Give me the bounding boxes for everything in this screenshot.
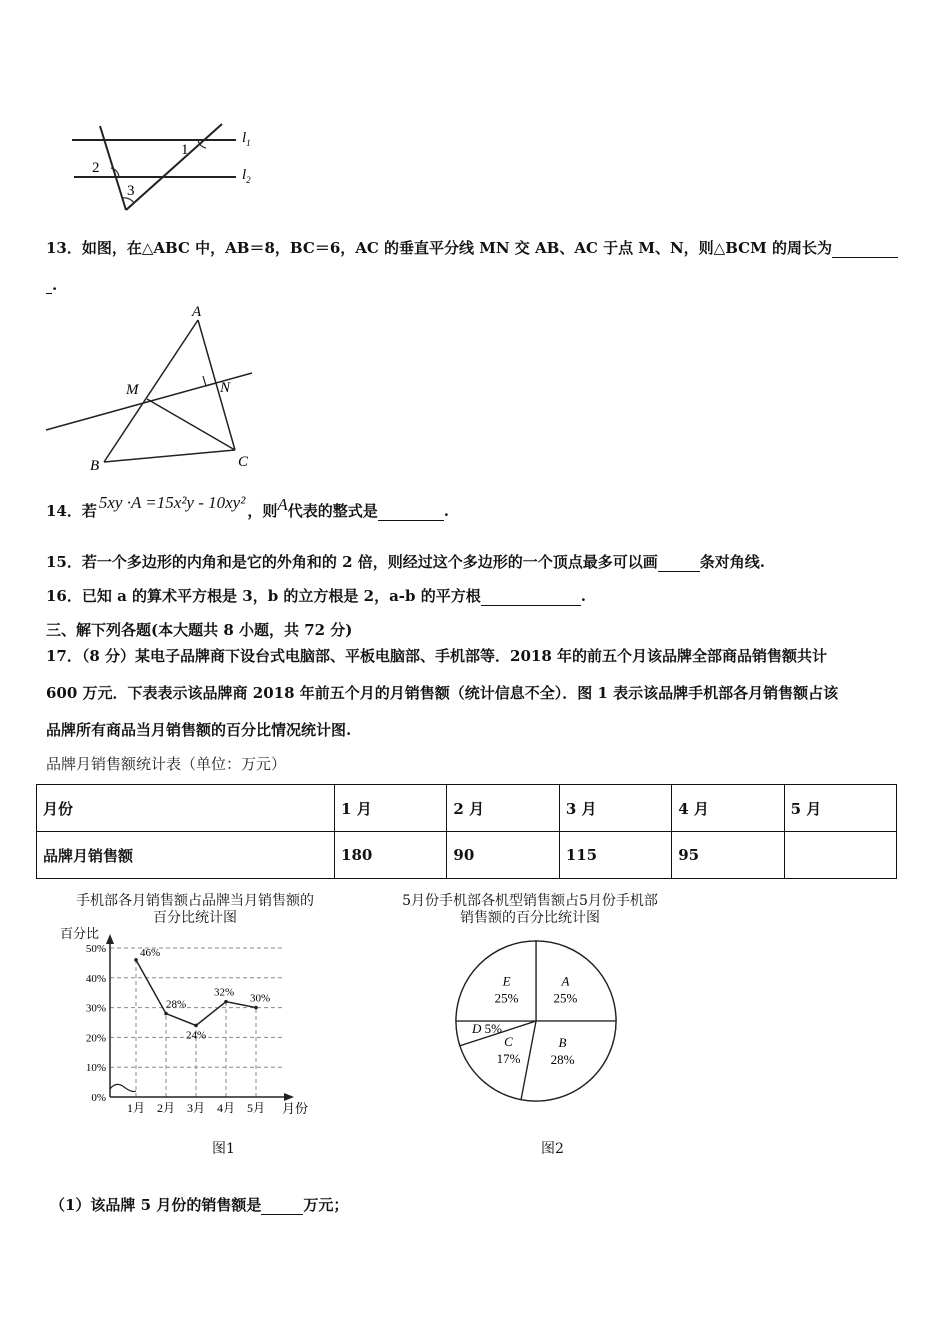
side-bc (104, 450, 235, 462)
transversal-right (126, 124, 222, 210)
section-3-title: 三、解下列各题(本大题共 8 小题，共 72 分) (46, 621, 353, 639)
label-angle-2: 2 (92, 160, 100, 176)
x-axis-arrow (284, 1093, 294, 1101)
x-tick-label: 3月 (186, 1101, 206, 1115)
q14-answer-blank[interactable] (378, 505, 444, 521)
slice-label: B (558, 1035, 567, 1051)
y-axis-arrow (106, 934, 114, 944)
data-point (194, 1024, 198, 1028)
pie-slice (536, 941, 616, 1021)
x-tick-label: 2月 (156, 1101, 176, 1115)
question-17-line-1 (46, 645, 827, 666)
q17-number: 17． (46, 647, 82, 665)
q14-number: 14． (46, 502, 82, 520)
x-tick-label: 5月 (246, 1101, 266, 1115)
table-cell: 90 (447, 832, 559, 879)
q14-prefix: 若 (81, 502, 97, 520)
y-axis-label: 百分比 (60, 926, 100, 941)
q13-end: . (52, 276, 58, 294)
sub1-suffix: 万元； (303, 1196, 349, 1214)
parallel-lines-figure (60, 118, 280, 218)
x-tick-label: 4月 (216, 1101, 236, 1115)
slice-value-label: 25% (553, 990, 578, 1006)
question-16 (46, 585, 586, 606)
q13-text: 如图，在△ABC 中，AB＝8，BC＝6，AC 的垂直平分线 MN 交 AB、AC 于点 M、N，则△BCM 的周长为 (81, 239, 832, 257)
q13-answer-blank[interactable] (832, 242, 898, 258)
y-tick-label: 10% (85, 1062, 106, 1075)
slice-value-label: 25% (494, 990, 519, 1006)
table-header-cell: 2 月 (447, 785, 559, 832)
series-line (136, 960, 256, 1026)
q15-answer-blank[interactable] (658, 556, 700, 572)
data-label: 28% (166, 998, 187, 1011)
y-tick-label: 30% (85, 1002, 106, 1015)
pie-slice (456, 941, 536, 1021)
data-point (224, 1000, 228, 1004)
table-row (37, 832, 897, 879)
table-header-cell: 月份 (37, 785, 335, 832)
y-tick-label: 20% (85, 1032, 106, 1045)
table-cell-may-empty[interactable] (784, 832, 896, 879)
slice-label: E (502, 973, 511, 989)
y-tick-label: 40% (85, 972, 106, 985)
segment-mc (147, 399, 235, 450)
slice-value-label: 28% (550, 1052, 575, 1068)
label-C: C (238, 454, 249, 470)
sub1-answer-blank[interactable] (261, 1199, 303, 1215)
x-axis-label: 月份 (282, 1101, 309, 1116)
table-header-row (37, 785, 897, 832)
question-13 (46, 237, 898, 258)
sub1-prefix: （1）该品牌 5 月份的销售额是 (50, 1196, 262, 1214)
triangle-figure (40, 300, 270, 480)
data-point (254, 1006, 258, 1010)
question-17-line-2: 600 万元．下表表示该品牌商 2018 年前五个月的月销售额（统计信息不全）．图 1 表示该品牌手机部各月销售额占该 (46, 684, 839, 702)
y-tick-label: 0% (91, 1092, 106, 1104)
data-label: 46% (140, 946, 161, 959)
label-B: B (90, 458, 100, 474)
sales-table (36, 784, 897, 879)
table-header-cell: 4 月 (672, 785, 784, 832)
q14-end: . (443, 502, 449, 520)
q14-var: A (277, 495, 288, 514)
table-cell: 115 (559, 832, 671, 879)
pie-chart (440, 928, 640, 1118)
q16-end: . (580, 587, 586, 605)
data-label: 32% (214, 986, 235, 999)
q17-line1-text: （8 分）某电子品牌商下设台式电脑部、平板电脑部、手机部等．2018 年的前五个月该品牌全部商品销售额共计 (81, 647, 828, 665)
table-header-cell: 1 月 (335, 785, 447, 832)
line-chart (40, 920, 330, 1125)
table-cell: 95 (672, 832, 784, 879)
label-A: A (192, 304, 202, 320)
y-tick-label: 50% (85, 943, 106, 955)
label-M: M (126, 382, 139, 398)
data-point (134, 958, 138, 962)
label-angle-1: 1 (181, 142, 189, 158)
table-cell: 180 (335, 832, 447, 879)
label-l2: $l_2$ (242, 167, 251, 185)
axis-break-mark (110, 1084, 136, 1091)
q14-formula: 5xy ·A =15x²y - 10xy² (98, 493, 246, 512)
data-label: 24% (186, 1029, 207, 1042)
figure-2-caption: 图2 (541, 1141, 564, 1157)
chart2-title-line1: 5月份手机部各机型销售额占5月份手机部 (402, 893, 658, 909)
q16-text: 已知 a 的算术平方根是 3，b 的立方根是 2，a-b 的平方根 (81, 587, 481, 605)
label-l1: $l_1$ (242, 130, 251, 148)
question-17-line-3: 品牌所有商品当月销售额的百分比情况统计图. (46, 721, 352, 739)
sub-question-1 (50, 1194, 348, 1215)
figure-1-caption: 图1 (212, 1141, 235, 1157)
q15-text: 若一个多边形的内角和是它的外角和的 2 倍，则经过这个多边形的一个顶点最多可以画 (81, 553, 658, 571)
slice-label: A (561, 973, 570, 989)
table-cell: 品牌月销售额 (37, 832, 335, 879)
chart2-title-line2: 销售额的百分比统计图 (460, 910, 600, 926)
slice-value-label: 17% (496, 1051, 521, 1067)
q14-mid: ，则 (247, 502, 278, 520)
side-ab (104, 320, 198, 462)
table-header-cell: 3 月 (559, 785, 671, 832)
q15-suffix: 条对角线. (699, 553, 765, 571)
question-15 (46, 551, 765, 572)
q16-answer-blank[interactable] (481, 590, 581, 606)
table-caption: 品牌月销售额统计表（单位：万元） (46, 755, 287, 773)
chart2-title (370, 893, 690, 927)
slice-label: D 5% (472, 1020, 503, 1036)
slice-label: C (504, 1034, 513, 1050)
q16-number: 16． (46, 587, 82, 605)
q14-suffix: 代表的整式是 (287, 502, 378, 520)
q15-number: 15． (46, 553, 82, 571)
chart1-title-line2: 百分比统计图 (153, 910, 237, 926)
label-N: N (220, 380, 231, 396)
chart1-title-line1: 手机部各月销售额占品牌当月销售额的 (76, 893, 314, 909)
table-header-cell: 5 月 (784, 785, 896, 832)
label-angle-3: 3 (127, 183, 135, 199)
question-14 (46, 493, 449, 521)
data-point (164, 1012, 168, 1016)
data-label: 30% (250, 992, 271, 1005)
x-tick-label: 1月 (126, 1101, 146, 1115)
q13-continuation (46, 276, 57, 294)
q13-number: 13． (46, 239, 82, 257)
